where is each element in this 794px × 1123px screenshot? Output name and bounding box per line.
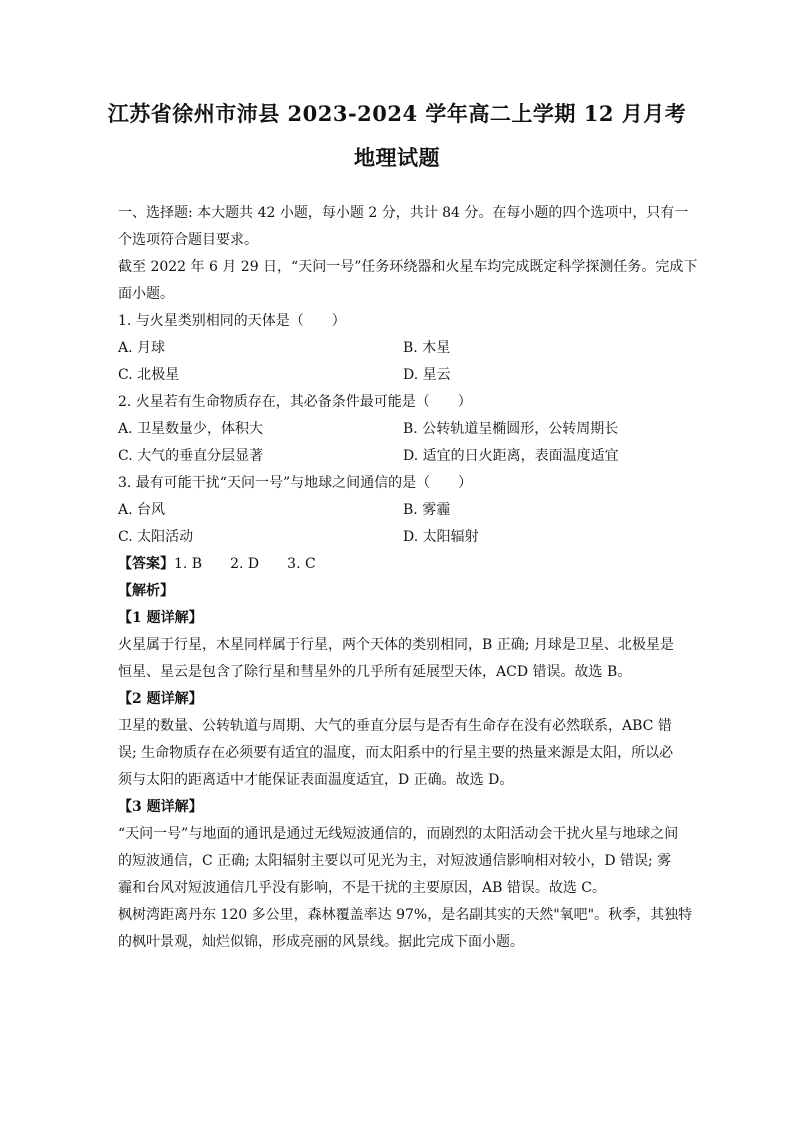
question2-option-d: D. 适宜的日火距离，表面温度适宜 — [403, 448, 619, 464]
answer-line — [118, 554, 316, 574]
document-title-line1: 江苏省徐州市沛县 2023-2024 学年高二上学期 12 月月考 — [107, 101, 687, 126]
detail2-line2: 误; 生命物质存在必须要有适宜的温度，而太阳系中的行星主要的热量来源是太阳，所以必 — [118, 745, 674, 761]
question2-option-c: C. 大气的垂直分层显著 — [118, 448, 264, 464]
detail3-line3: 霾和台风对短波通信几乎没有影响，不是干扰的主要原因，AB 错误。故选 C。 — [118, 880, 607, 896]
detail3-line2: 的短波通信，C 正确; 太阳辐射主要以可见光为主，对短波通信影响相对较小，D 错误; 雾 — [118, 853, 672, 869]
question3-option-a: A. 台风 — [118, 502, 166, 518]
detail2-label: 【2 题详解】 — [118, 691, 203, 707]
detail3-label: 【3 题详解】 — [118, 799, 203, 815]
answer-label: 【答案】 — [118, 556, 174, 572]
answer-1: 1. B — [174, 556, 203, 572]
question3-option-c: C. 太阳活动 — [118, 529, 194, 545]
answer-3: 3. C — [287, 556, 316, 572]
question1-option-b: B. 木星 — [403, 340, 451, 356]
analysis-label: 【解析】 — [118, 583, 174, 599]
detail1-line2: 恒星、星云是包含了除行星和彗星外的几乎所有延展型天体，ACD 错误。故选 B。 — [118, 664, 632, 680]
detail2-line1: 卫星的数量、公转轨道与周期、大气的垂直分层与是否有生命存在没有必然联系，ABC 错 — [118, 718, 672, 734]
section-intro-line2: 个选项符合题目要求。 — [118, 232, 258, 248]
detail3-line1: “天问一号”与地面的通讯是通过无线短波通信的，而剧烈的太阳活动会干扰火星与地球之间 — [118, 826, 679, 842]
question2-option-a: A. 卫星数量少，体积大 — [118, 421, 264, 437]
question1-option-c: C. 北极星 — [118, 367, 180, 383]
document-title-line2: 地理试题 — [354, 145, 440, 170]
question1-option-a: A. 月球 — [118, 340, 166, 356]
question3-stem: 3. 最有可能干扰“天问一号”与地球之间通信的是（ ） — [118, 475, 473, 491]
detail1-line1: 火星属于行星，木星同样属于行星，两个天体的类别相同，B 正确; 月球是卫星、北极星是 — [118, 637, 674, 653]
question2-option-b: B. 公转轨道呈椭圆形，公转周期长 — [403, 421, 619, 437]
answer-2: 2. D — [230, 556, 260, 572]
question3-option-b: B. 雾霾 — [403, 502, 451, 518]
passage2-line1: 枫树湾距离丹东 120 多公里，森林覆盖率达 97%，是名副其实的天然"氧吧"。秋季，其独特 — [118, 907, 693, 923]
question2-stem: 2. 火星若有生命物质存在，其必备条件最可能是（ ） — [118, 394, 472, 410]
question1-stem: 1. 与火星类别相同的天体是（ ） — [118, 313, 346, 329]
passage2-line2: 的枫叶景观，灿烂似锦，形成亮丽的风景线。据此完成下面小题。 — [118, 934, 524, 950]
question3-option-d: D. 太阳辐射 — [403, 529, 479, 545]
question1-option-d: D. 星云 — [403, 367, 451, 383]
passage1-line1: 截至 2022 年 6 月 29 日，“天问一号”任务环绕器和火星车均完成既定科学探测任务。完成下 — [118, 259, 698, 275]
detail1-label: 【1 题详解】 — [118, 610, 203, 626]
section-intro-line1: 一、选择题: 本大题共 42 小题，每小题 2 分，共计 84 分。在每小题的四个选项中，只有一 — [118, 205, 689, 221]
passage1-line2: 面小题。 — [118, 286, 174, 302]
detail2-line3: 须与太阳的距离适中才能保证表面温度适宜，D 正确。故选 D。 — [118, 772, 514, 788]
